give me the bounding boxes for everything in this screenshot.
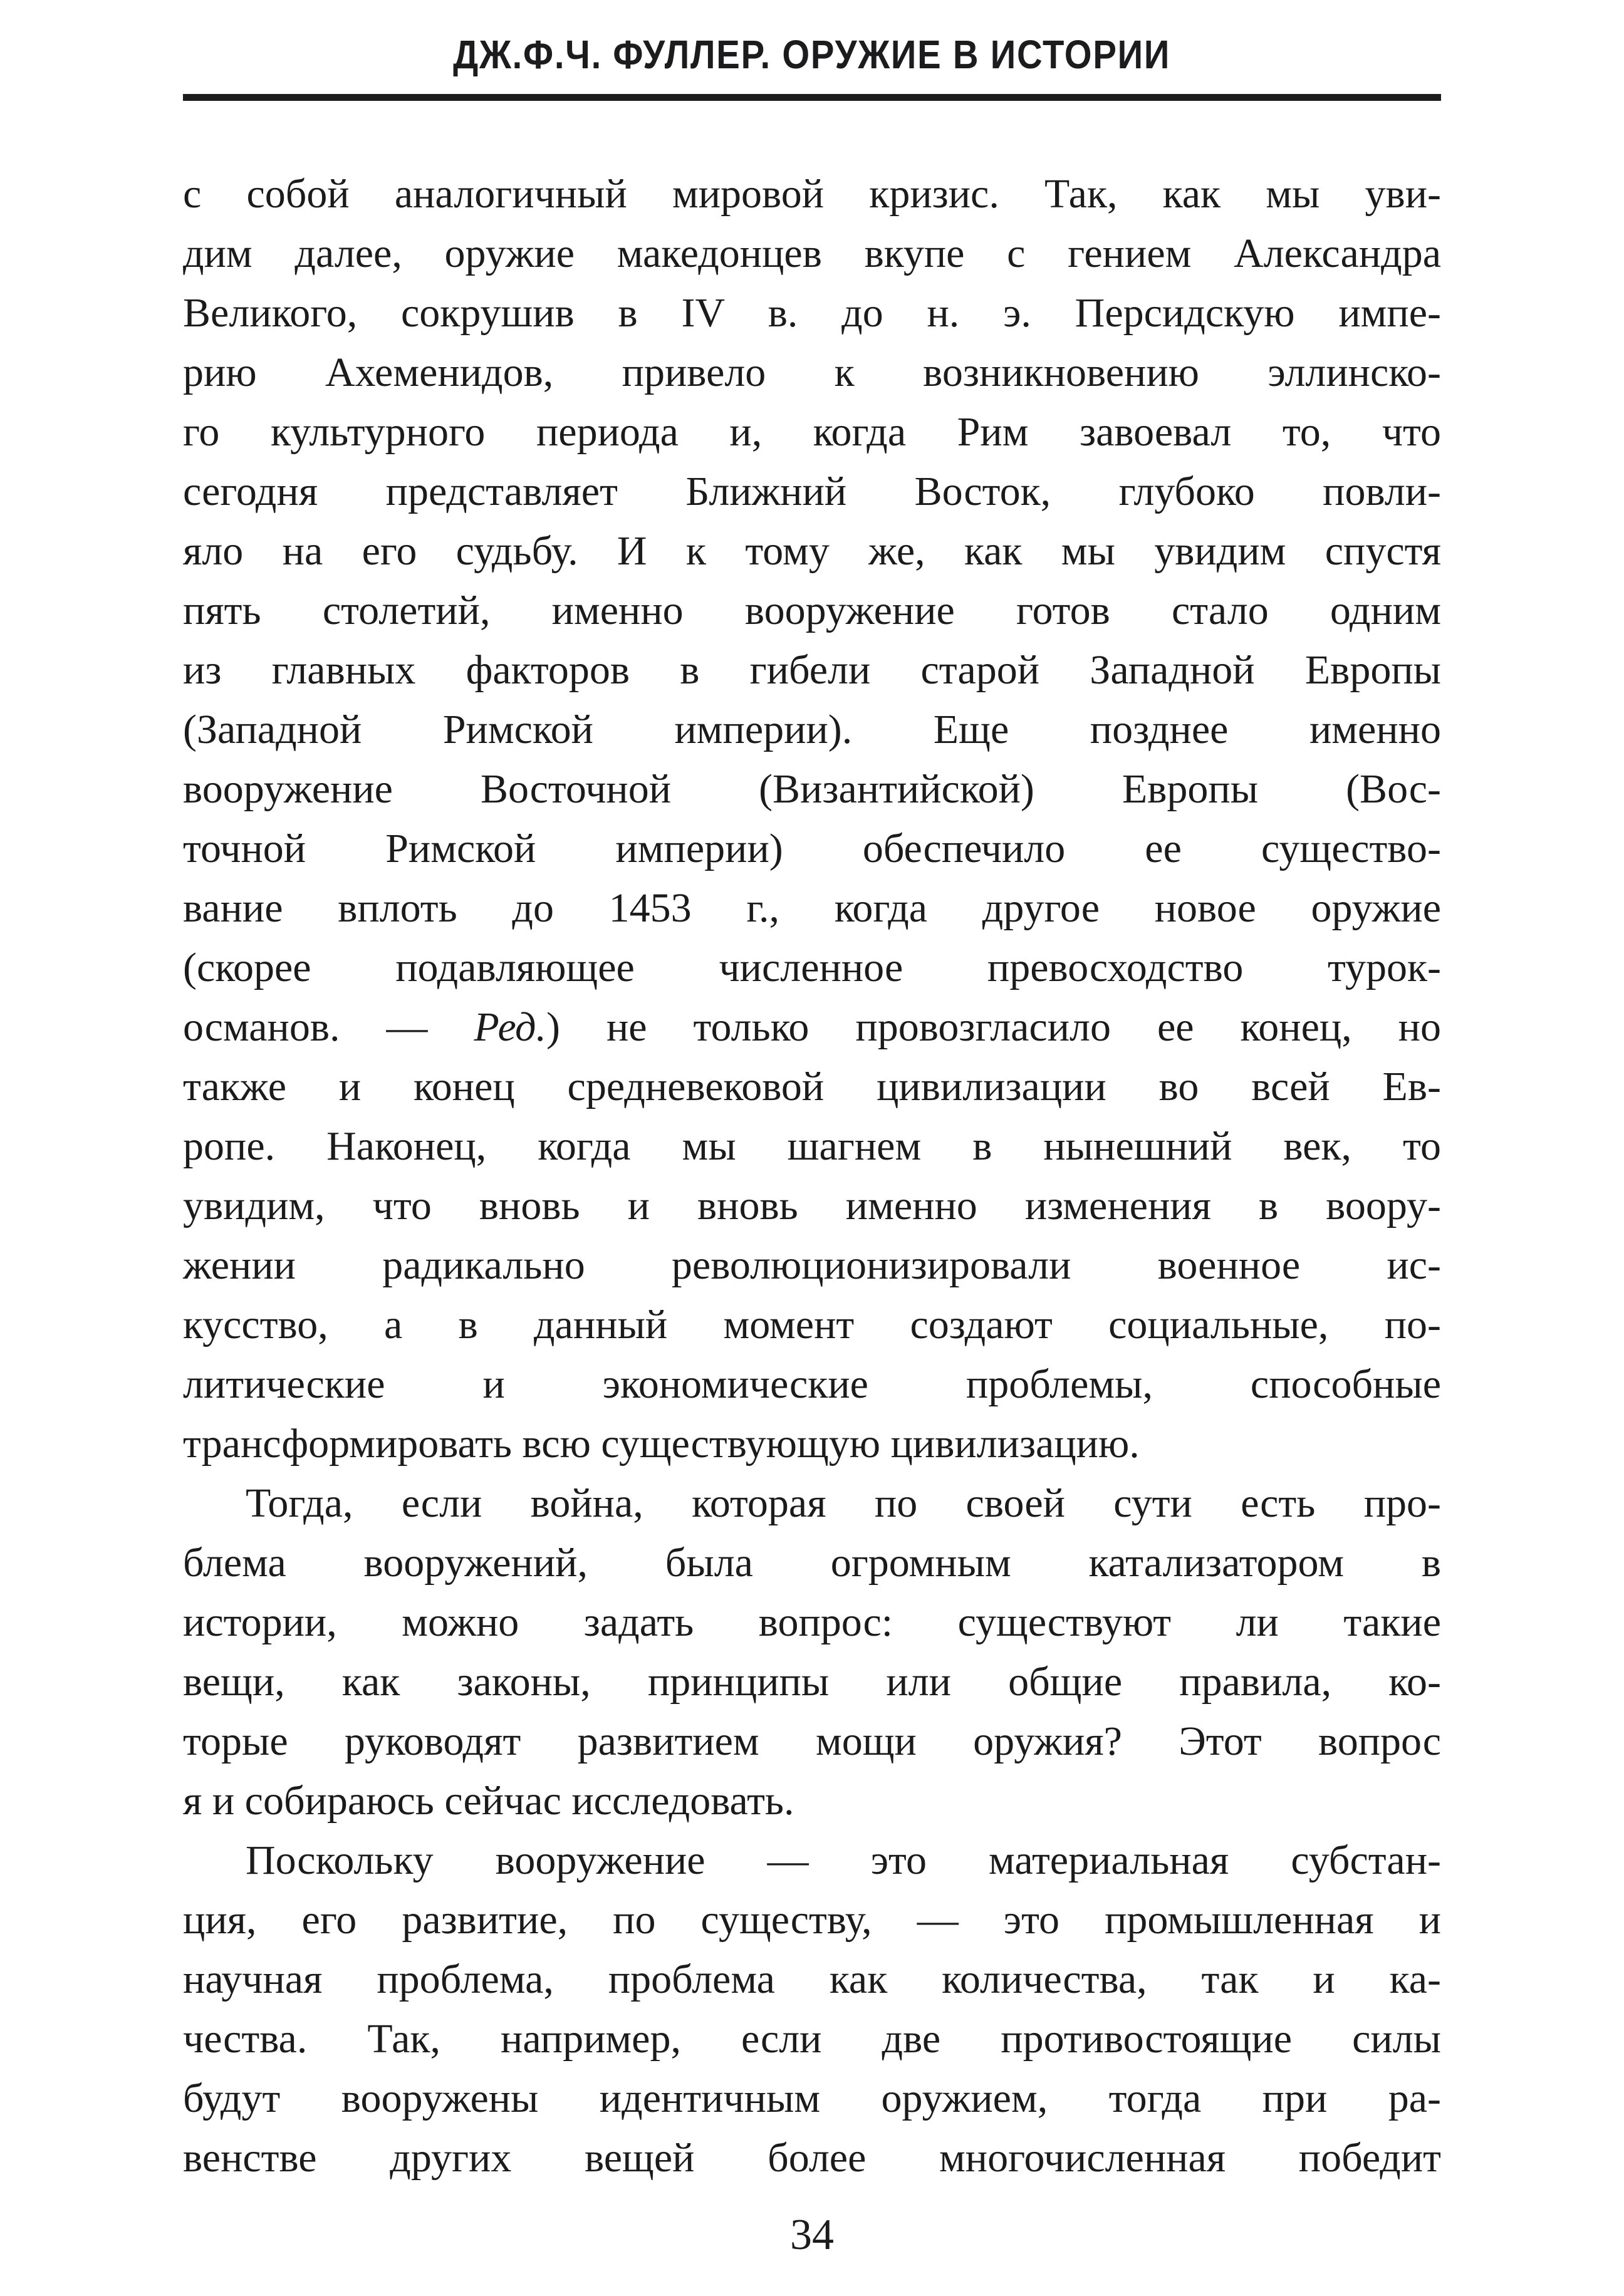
- text-segment: ) не только провозгласило ее конец, но: [546, 1004, 1442, 1050]
- text-line: го культурного периода и, когда Рим завоевал то, что: [183, 409, 1441, 455]
- header-rule: [183, 94, 1441, 101]
- text-line: яло на его судьбу. И к тому же, как мы увидим спустя: [183, 528, 1441, 574]
- text-line: чества. Так, например, если две противостоящие силы: [183, 2016, 1441, 2062]
- page-body: [183, 164, 1441, 2188]
- text-line: (скорее подавляющее численное превосходство турок-: [183, 945, 1441, 990]
- text-line: Великого, сокрушив в IV в. до н. э. Персидскую импе-: [183, 290, 1441, 336]
- text-line: блема вооружений, была огромным катализатором в: [183, 1540, 1441, 1586]
- text-line: жении радикально революционизировали военное ис-: [183, 1242, 1441, 1288]
- text-line: сегодня представляет Ближний Восток, глубоко повли-: [183, 469, 1441, 514]
- text-line: вание вплоть до 1453 г., когда другое новое оружие: [183, 885, 1441, 931]
- text-line: кусство, а в данный момент создают социальные, по-: [183, 1302, 1441, 1348]
- text-line: Тогда, если война, которая по своей сути есть про-: [246, 1480, 1441, 1526]
- text-line: рию Ахеменидов, привело к возникновению эллинско-: [183, 350, 1441, 395]
- text-line: будут вооружены идентичным оружием, тогда при ра-: [183, 2075, 1441, 2121]
- text-line: с собой аналогичный мировой кризис. Так, как мы уви-: [183, 171, 1441, 217]
- text-line: вооружение Восточной (Византийской) Европы (Вос-: [183, 766, 1441, 812]
- text-line: я и собираюсь сейчас исследовать.: [183, 1778, 794, 1824]
- running-header-text: ДЖ.Ф.Ч. ФУЛЛЕР. ОРУЖИЕ В ИСТОРИИ: [453, 32, 1171, 77]
- text-line: венстве других вещей более многочисленная победит: [183, 2135, 1441, 2181]
- text-segment: османов. —: [183, 1004, 474, 1050]
- text-line: вещи, как законы, принципы или общие правила, ко-: [183, 1659, 1441, 1705]
- page-number: 34: [790, 2211, 834, 2259]
- text-line: дим далее, оружие македонцев вкупе с гением Александра: [183, 231, 1441, 276]
- text-line: увидим, что вновь и вновь именно изменения в воору-: [183, 1183, 1441, 1229]
- text-line: (Западной Римской империи). Еще позднее именно: [183, 707, 1441, 752]
- text-line: ропе. Наконец, когда мы шагнем в нынешний век, то: [183, 1123, 1441, 1169]
- text-line: торые руководят развитием мощи оружия? Этот вопрос: [183, 1718, 1441, 1764]
- text-line: Поскольку вооружение — это материальная субстан-: [246, 1837, 1441, 1883]
- text-line: истории, можно задать вопрос: существуют ли такие: [183, 1599, 1441, 1645]
- text-line: ция, его развитие, по существу, — это промышленная и: [183, 1897, 1441, 1943]
- running-header: [0, 29, 1624, 80]
- text-line: пять столетий, именно вооружение готов стало одним: [183, 588, 1441, 633]
- text-line: [183, 997, 1441, 1057]
- text-line: из главных факторов в гибели старой Западной Европы: [183, 647, 1441, 693]
- editor-note-italic: Ред.: [474, 1004, 546, 1050]
- text-line: литические и экономические проблемы, способные: [183, 1361, 1441, 1407]
- text-line: трансформировать всю существующую цивилизацию.: [183, 1421, 1140, 1467]
- text-line: точной Римской империи) обеспечило ее существо-: [183, 826, 1441, 871]
- text-line: научная проблема, проблема как количества, так и ка-: [183, 1956, 1441, 2002]
- text-line: также и конец средневековой цивилизации во всей Ев-: [183, 1064, 1441, 1109]
